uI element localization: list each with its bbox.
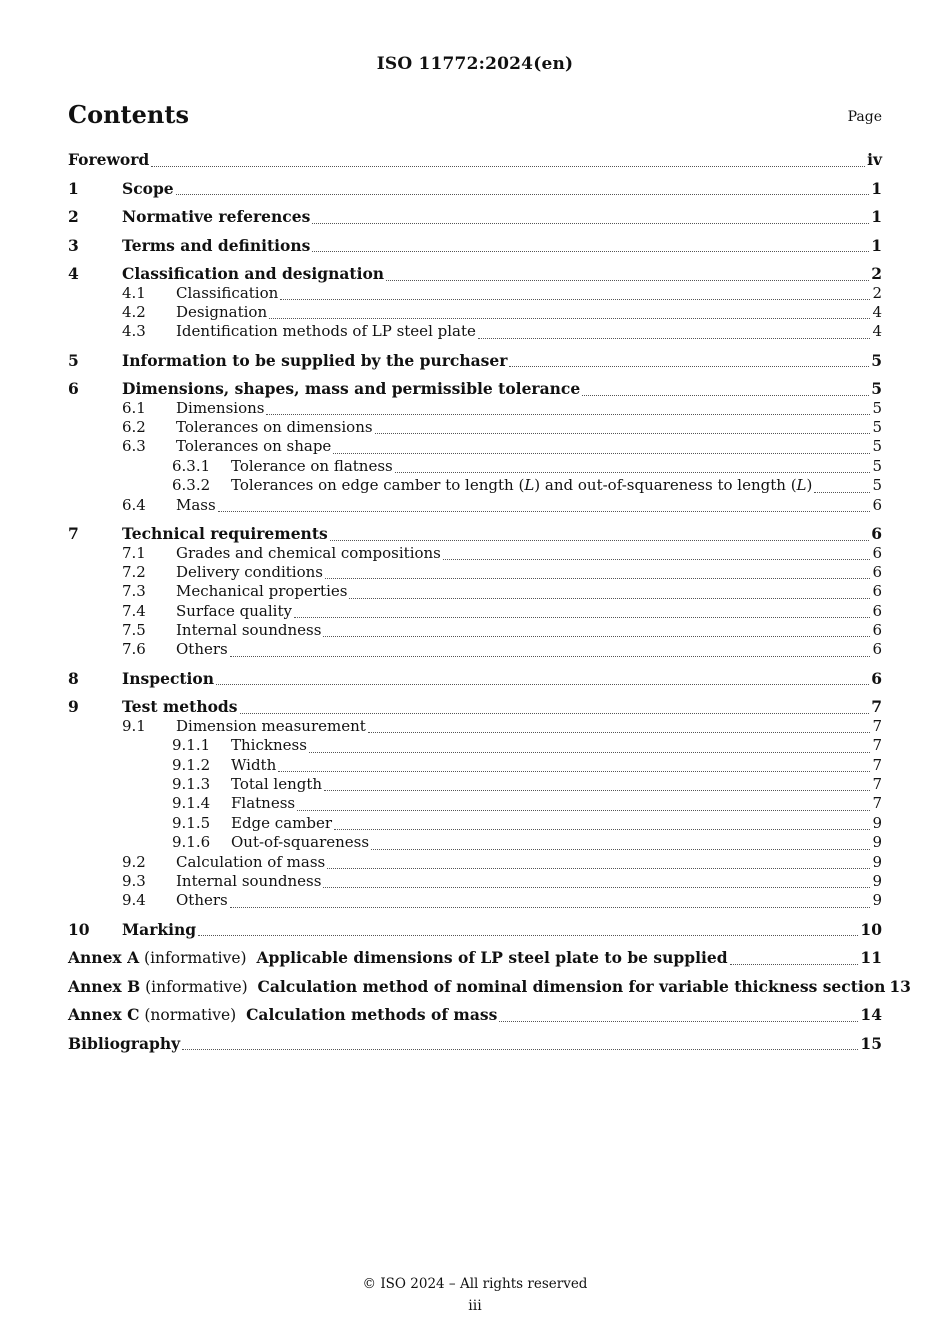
dot-leader xyxy=(327,867,870,869)
toc-entry[interactable] xyxy=(68,476,882,495)
annex-type: (informative) xyxy=(140,977,258,996)
toc-entry-page: 5 xyxy=(872,398,882,417)
toc-entry[interactable] xyxy=(68,582,882,601)
toc-entry-page: 5 xyxy=(871,379,882,399)
toc-entry-number: 4.3 xyxy=(122,322,146,341)
dot-leader xyxy=(198,934,858,936)
toc-entry-number: 7.2 xyxy=(122,562,146,581)
toc-entry-title: Information to be supplied by the purchaser xyxy=(122,350,508,370)
dot-leader xyxy=(478,337,871,339)
toc-entry-page: 9 xyxy=(872,871,882,890)
dot-leader xyxy=(368,731,871,733)
toc-entry-number: 9.1.5 xyxy=(172,813,211,832)
toc-entry-page: 6 xyxy=(872,582,882,601)
toc-entry-number: 7.1 xyxy=(122,543,146,562)
toc-entry-page: 9 xyxy=(872,891,882,910)
table-of-contents xyxy=(68,150,911,1053)
toc-entry[interactable] xyxy=(68,524,882,544)
toc-entry[interactable] xyxy=(68,179,882,199)
toc-entry-number: 1 xyxy=(68,178,79,198)
toc-entry[interactable] xyxy=(68,418,882,437)
toc-entry[interactable] xyxy=(68,717,882,736)
toc-entry[interactable] xyxy=(68,437,882,456)
toc-entry-title: Technical requirements xyxy=(122,524,328,544)
dot-leader xyxy=(240,712,870,714)
toc-entry-page: 13 xyxy=(889,976,911,996)
toc-entry-number: 9.1.2 xyxy=(172,755,211,774)
toc-entry-title: Width xyxy=(231,755,277,774)
toc-entry[interactable] xyxy=(68,891,882,910)
toc-entry-number: 7.4 xyxy=(122,601,146,620)
toc-entry[interactable] xyxy=(68,207,882,227)
toc-entry-page: 7 xyxy=(872,775,882,794)
toc-entry[interactable] xyxy=(68,814,882,833)
toc-entry-title: Identification methods of LP steel plate xyxy=(176,322,476,341)
toc-entry-page: 6 xyxy=(872,601,882,620)
dot-leader xyxy=(312,250,869,252)
toc-entry-title: Thickness xyxy=(231,736,307,755)
toc-entry-title: Grades and chemical compositions xyxy=(176,543,441,562)
toc-entry-title: Foreword xyxy=(68,150,150,169)
dot-leader xyxy=(230,655,871,657)
toc-entry-page: 14 xyxy=(860,1005,882,1025)
dot-leader xyxy=(297,809,870,811)
toc-entry-number: 9.1.6 xyxy=(172,833,211,852)
toc-entry-page: 15 xyxy=(860,1033,882,1053)
toc-entry-number: 4.2 xyxy=(122,302,146,321)
toc-entry[interactable] xyxy=(68,322,882,341)
dot-leader xyxy=(151,165,865,167)
toc-entry-page: 5 xyxy=(871,350,882,370)
toc-entry-page: 6 xyxy=(872,621,882,640)
contents-title: Contents xyxy=(68,100,189,129)
toc-entry[interactable] xyxy=(68,853,882,872)
toc-entry-title xyxy=(68,1005,497,1026)
toc-entry-title: Scope xyxy=(122,178,174,198)
dot-leader xyxy=(294,616,871,618)
annex-title: Applicable dimensions of LP steel plate to be supplied xyxy=(256,948,728,968)
toc-entry-page: 6 xyxy=(872,562,882,581)
toc-entry-page: 6 xyxy=(872,543,882,562)
toc-entry-title: Marking xyxy=(122,919,197,939)
toc-entry-title: Inspection xyxy=(122,668,215,688)
toc-entry[interactable] xyxy=(68,457,882,476)
dot-leader xyxy=(582,394,869,396)
toc-entry-page: 5 xyxy=(872,437,882,456)
toc-entry-number: 6 xyxy=(68,379,79,399)
toc-entry-number: 6.3.1 xyxy=(172,456,211,475)
toc-entry-number: 6.3.2 xyxy=(172,476,211,495)
toc-entry[interactable] xyxy=(68,544,882,563)
toc-entry-title: Normative references xyxy=(122,207,311,226)
toc-entry-page: 4 xyxy=(872,322,882,341)
toc-entry-title: Flatness xyxy=(231,794,296,813)
toc-entry[interactable] xyxy=(68,621,882,640)
toc-entry-number: 6.2 xyxy=(122,418,146,437)
toc-entry-page: 2 xyxy=(871,264,882,283)
toc-entry-number: 6.3 xyxy=(122,437,146,456)
toc-entry-page: 4 xyxy=(872,302,882,321)
toc-entry-page: 7 xyxy=(872,755,882,774)
toc-entry-number: 3 xyxy=(68,235,79,255)
toc-entry-title: Surface quality xyxy=(176,601,292,620)
toc-entry-title xyxy=(68,948,728,969)
dot-leader xyxy=(278,770,870,772)
document-id: ISO 11772:2024(en) xyxy=(376,54,574,74)
contents-header xyxy=(68,100,882,132)
page-number: iii xyxy=(468,1298,482,1314)
toc-entry-number: 6.1 xyxy=(122,398,146,417)
dot-leader xyxy=(280,298,870,300)
toc-entry-title: Classification and designation xyxy=(122,264,385,283)
toc-entry-page: 5 xyxy=(872,456,882,475)
toc-entry-title: Internal soundness xyxy=(176,871,322,890)
toc-entry-page: 6 xyxy=(872,495,882,514)
toc-entry-page: 1 xyxy=(871,235,882,255)
toc-entry-title: Total length xyxy=(231,775,323,794)
toc-entry-page: 7 xyxy=(872,716,882,735)
toc-entry-number: 6.4 xyxy=(122,495,146,514)
toc-entry-number: 2 xyxy=(68,207,79,226)
toc-entry-page: 7 xyxy=(871,697,882,717)
toc-entry[interactable] xyxy=(68,976,911,997)
toc-entry-title: Classification xyxy=(176,283,279,302)
toc-entry-number: 10 xyxy=(68,919,90,939)
dot-leader xyxy=(330,539,869,541)
annex-type: (informative) xyxy=(139,949,257,968)
annex-title: Calculation method of nominal dimension for variable thickness section xyxy=(257,976,886,996)
toc-entry[interactable] xyxy=(68,794,882,813)
toc-entry-page: iv xyxy=(867,150,882,169)
toc-entry-title: Others xyxy=(176,891,228,910)
toc-entry-title: Bibliography xyxy=(68,1033,181,1053)
dot-leader xyxy=(499,1020,858,1022)
toc-entry[interactable] xyxy=(68,872,882,891)
toc-entry-title: Mass xyxy=(176,495,216,514)
toc-entry[interactable] xyxy=(68,563,882,582)
page-column-label: Page xyxy=(847,109,882,125)
dot-leader xyxy=(333,452,870,454)
toc-entry-page: 1 xyxy=(871,178,882,198)
annex-label: Annex B xyxy=(68,976,141,996)
toc-entry-title: Internal soundness xyxy=(176,621,322,640)
toc-entry-number: 7.3 xyxy=(122,582,146,601)
dot-leader xyxy=(509,365,869,367)
toc-entry-page: 6 xyxy=(871,524,882,544)
toc-entry-title: Designation xyxy=(176,302,268,321)
dot-leader xyxy=(218,510,871,512)
toc-entry-title xyxy=(68,977,885,998)
toc-entry-title: Others xyxy=(176,640,228,659)
dot-leader xyxy=(182,1048,858,1050)
toc-entry-number: 9 xyxy=(68,697,79,717)
toc-entry-page: 7 xyxy=(872,736,882,755)
dot-leader xyxy=(730,963,859,965)
toc-entry[interactable] xyxy=(68,303,882,322)
toc-entry-title: Dimension measurement xyxy=(176,716,366,735)
toc-entry[interactable] xyxy=(68,284,882,303)
dot-leader xyxy=(216,683,869,685)
dot-leader xyxy=(371,848,870,850)
toc-entry-number: 7.5 xyxy=(122,621,146,640)
toc-entry[interactable] xyxy=(68,948,882,968)
toc-entry[interactable] xyxy=(68,496,882,515)
toc-entry-page: 9 xyxy=(872,813,882,832)
toc-entry-title: Tolerance on flatness xyxy=(231,456,393,475)
toc-entry-title: Delivery conditions xyxy=(176,562,323,581)
toc-entry[interactable] xyxy=(68,669,882,689)
toc-entry-page: 5 xyxy=(872,476,882,495)
dot-leader xyxy=(443,558,871,560)
toc-entry-number: 9.1 xyxy=(122,716,146,735)
dot-leader xyxy=(323,635,870,637)
annex-type: (normative) xyxy=(139,1006,247,1025)
toc-entry-number: 9.1.3 xyxy=(172,775,211,794)
toc-entry-page: 10 xyxy=(860,919,882,939)
toc-entry-title: Test methods xyxy=(122,697,238,717)
toc-entry[interactable] xyxy=(68,1034,882,1054)
toc-entry[interactable] xyxy=(68,150,882,170)
toc-entry-page: 9 xyxy=(872,833,882,852)
dot-leader xyxy=(176,193,870,195)
toc-entry[interactable] xyxy=(68,264,882,284)
toc-entry[interactable] xyxy=(68,399,882,418)
toc-entry-page: 5 xyxy=(872,418,882,437)
toc-entry-page: 7 xyxy=(872,794,882,813)
dot-leader xyxy=(266,413,870,415)
toc-entry[interactable] xyxy=(68,351,882,371)
toc-entry[interactable] xyxy=(68,775,882,794)
dot-leader xyxy=(386,279,869,281)
toc-entry-page: 6 xyxy=(872,640,882,659)
toc-entry-number: 9.1.1 xyxy=(172,736,211,755)
toc-entry[interactable] xyxy=(68,920,882,940)
dot-leader xyxy=(349,597,870,599)
annex-title: Calculation methods of mass xyxy=(246,1005,498,1025)
dot-leader xyxy=(230,906,871,908)
toc-entry-number: 7.6 xyxy=(122,640,146,659)
toc-entry-page: 11 xyxy=(860,948,882,968)
dot-leader xyxy=(269,317,870,319)
dot-leader xyxy=(334,828,870,830)
dot-leader xyxy=(309,751,871,753)
toc-entry-title: Dimensions xyxy=(176,398,265,417)
toc-entry-title: Mechanical properties xyxy=(176,582,348,601)
toc-entry-number: 4 xyxy=(68,264,79,283)
toc-entry[interactable] xyxy=(68,756,882,775)
dot-leader xyxy=(325,577,870,579)
toc-entry[interactable] xyxy=(68,736,882,755)
dot-leader xyxy=(312,222,869,224)
toc-entry-title: Dimensions, shapes, mass and permissible tolerance xyxy=(122,379,581,399)
toc-entry-page: 9 xyxy=(872,852,882,871)
annex-label: Annex C xyxy=(68,1005,140,1025)
toc-entry-title: Out-of-squareness xyxy=(231,833,370,852)
toc-entry-title: Calculation of mass xyxy=(176,852,326,871)
copyright-notice: © ISO 2024 – All rights reserved xyxy=(362,1276,588,1292)
dot-leader xyxy=(395,471,871,473)
toc-entry-number: 9.4 xyxy=(122,891,146,910)
toc-entry-number: 8 xyxy=(68,668,79,688)
toc-entry-number: 4.1 xyxy=(122,283,146,302)
toc-entry-number: 5 xyxy=(68,350,79,370)
toc-entry-number: 7 xyxy=(68,524,79,544)
toc-entry-title: Tolerances on shape xyxy=(176,437,332,456)
toc-entry-page: 6 xyxy=(871,668,882,688)
toc-entry-number: 9.1.4 xyxy=(172,794,211,813)
toc-entry[interactable] xyxy=(68,602,882,621)
toc-entry-page: 1 xyxy=(871,207,882,226)
dot-leader xyxy=(814,491,870,493)
toc-entry-title: Tolerances on edge camber to length (L) and out-of-squareness to length (L) xyxy=(231,476,813,495)
dot-leader xyxy=(323,886,870,888)
toc-entry-number: 9.2 xyxy=(122,852,146,871)
toc-entry[interactable] xyxy=(68,833,882,852)
toc-entry-title: Edge camber xyxy=(231,813,333,832)
dot-leader xyxy=(375,432,871,434)
toc-entry-title: Tolerances on dimensions xyxy=(176,418,373,437)
dot-leader xyxy=(324,789,870,791)
toc-entry[interactable] xyxy=(68,379,882,399)
annex-label: Annex A xyxy=(68,948,140,968)
toc-entry[interactable] xyxy=(68,697,882,717)
toc-entry-title: Terms and definitions xyxy=(122,235,311,255)
toc-entry[interactable] xyxy=(68,1005,882,1025)
toc-entry-page: 2 xyxy=(872,283,882,302)
toc-entry[interactable] xyxy=(68,236,882,256)
toc-entry-number: 9.3 xyxy=(122,871,146,890)
toc-entry[interactable] xyxy=(68,640,882,659)
